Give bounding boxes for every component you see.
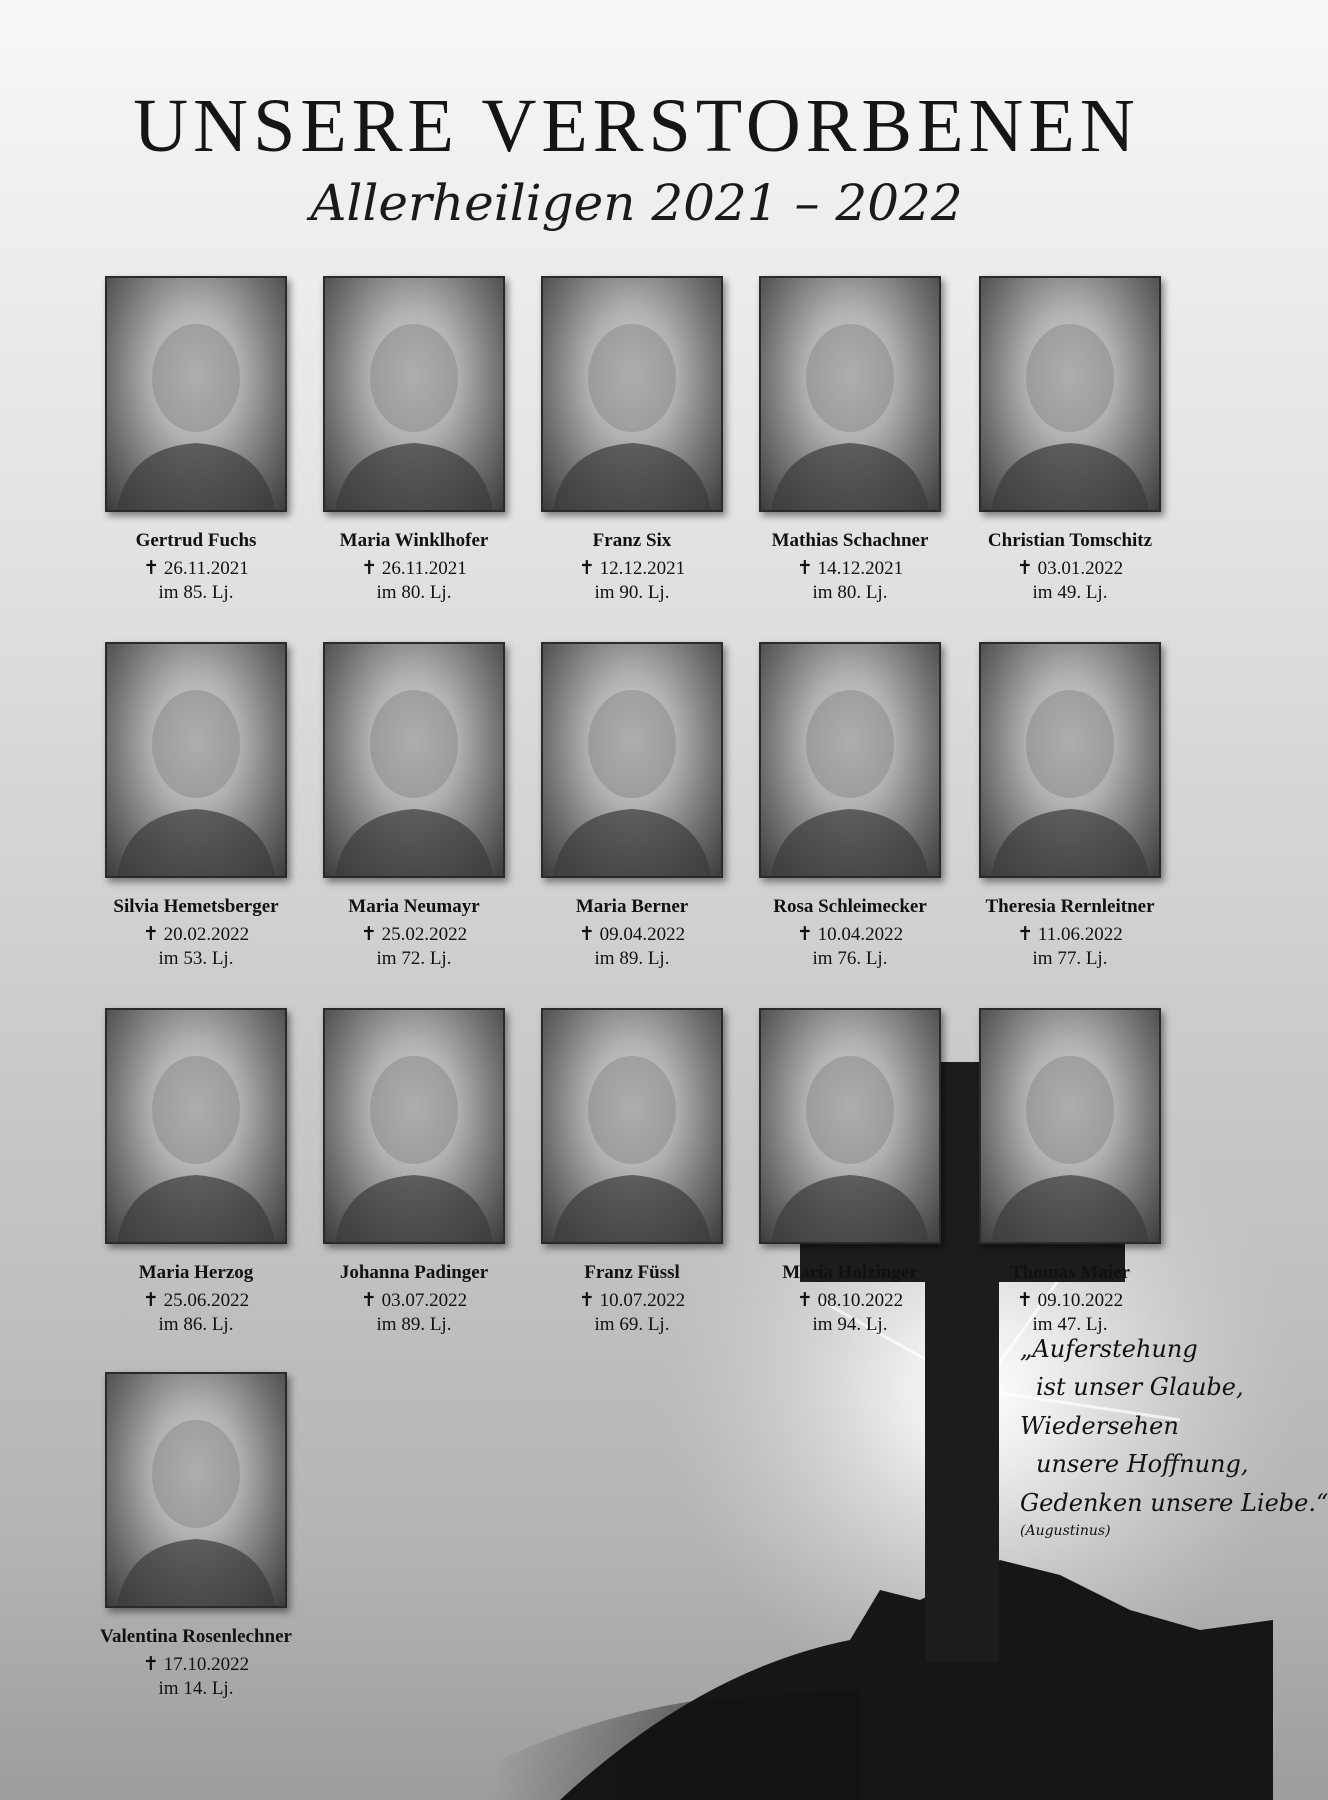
portrait-photo	[105, 1008, 287, 1244]
portrait-photo	[541, 1008, 723, 1244]
memorial-card	[86, 642, 306, 970]
portrait-photo	[541, 642, 723, 878]
memorial-card	[960, 642, 1180, 970]
memorial-card	[522, 642, 742, 970]
memorial-card	[86, 1008, 306, 1336]
memorial-card	[960, 276, 1180, 604]
death-date: ✝ 09.04.2022	[578, 923, 686, 945]
memorial-card	[304, 642, 524, 970]
memorial-card	[960, 1008, 1180, 1336]
memorial-card	[522, 276, 742, 604]
death-date: ✝ 17.10.2022	[142, 1653, 250, 1675]
age-at-death: im 76. Lj.	[812, 947, 888, 969]
memorial-card	[86, 1372, 306, 1700]
person-name: Mathias Schachner	[771, 530, 929, 551]
age-at-death: im 80. Lj.	[812, 581, 888, 603]
age-at-death: im 85. Lj.	[158, 581, 234, 603]
person-name: Silvia Hemetsberger	[113, 896, 279, 917]
portrait-photo	[105, 642, 287, 878]
person-name: Maria Holzinger	[782, 1262, 918, 1283]
death-date: ✝ 25.06.2022	[142, 1289, 250, 1311]
portrait-photo	[323, 1008, 505, 1244]
person-name: Franz Six	[592, 530, 672, 551]
portrait-photo	[105, 1372, 287, 1608]
death-date: ✝ 10.07.2022	[578, 1289, 686, 1311]
person-name: Christian Tomschitz	[987, 530, 1153, 551]
person-name: Rosa Schleimecker	[773, 896, 927, 917]
memorial-card	[740, 1008, 960, 1336]
age-at-death: im 53. Lj.	[158, 947, 234, 969]
portrait-photo	[979, 642, 1161, 878]
death-date: ✝ 11.06.2022	[1017, 923, 1123, 945]
age-at-death: im 47. Lj.	[1032, 1313, 1108, 1335]
age-at-death: im 49. Lj.	[1032, 581, 1108, 603]
quote-line: unsere Hoffnung,	[1036, 1450, 1249, 1479]
person-name: Johanna Padinger	[339, 1262, 489, 1283]
portrait-photo	[979, 1008, 1161, 1244]
quote-line: Wiedersehen	[1020, 1411, 1179, 1440]
person-name: Maria Winklhofer	[339, 530, 489, 551]
quote-line: „Auferstehung	[1020, 1335, 1198, 1363]
quote-source: (Augustinus)	[1020, 1522, 1111, 1539]
death-date: ✝ 08.10.2022	[796, 1289, 904, 1311]
person-name: Maria Berner	[575, 896, 689, 917]
memorial-card	[522, 1008, 742, 1336]
death-date: ✝ 03.01.2022	[1016, 557, 1124, 579]
death-date: ✝ 09.10.2022	[1016, 1289, 1124, 1311]
memorial-card	[304, 1008, 524, 1336]
age-at-death: im 89. Lj.	[594, 947, 670, 969]
death-date: ✝ 25.02.2022	[360, 923, 468, 945]
page-subtitle: Allerheiligen 2021 – 2022	[310, 174, 963, 232]
portrait-photo	[759, 1008, 941, 1244]
age-at-death: im 94. Lj.	[812, 1313, 888, 1335]
person-name: Maria Neumayr	[348, 896, 480, 917]
death-date: ✝ 26.11.2021	[361, 557, 467, 579]
person-name: Gertrud Fuchs	[135, 530, 257, 551]
age-at-death: im 72. Lj.	[376, 947, 452, 969]
death-date: ✝ 12.12.2021	[578, 557, 686, 579]
memorial-card	[740, 276, 960, 604]
death-date: ✝ 26.11.2021	[143, 557, 249, 579]
page-title: UNSERE VERSTORBENEN	[133, 84, 1140, 168]
quote-line: Gedenken unsere Liebe.“	[1020, 1488, 1328, 1517]
portrait-photo	[323, 642, 505, 878]
person-name: Thomas Maier	[1010, 1262, 1130, 1283]
death-date: ✝ 20.02.2022	[142, 923, 250, 945]
quote-line: ist unser Glaube,	[1036, 1373, 1244, 1402]
memorial-quote	[1020, 1330, 1328, 1542]
age-at-death: im 86. Lj.	[158, 1313, 234, 1335]
portrait-photo	[105, 276, 287, 512]
portrait-photo	[541, 276, 723, 512]
person-name: Franz Füssl	[584, 1262, 680, 1283]
memorial-card	[304, 276, 524, 604]
age-at-death: im 89. Lj.	[376, 1313, 452, 1335]
person-name: Maria Herzog	[138, 1262, 254, 1283]
memorial-card	[86, 276, 306, 604]
portrait-photo	[979, 276, 1161, 512]
age-at-death: im 77. Lj.	[1032, 947, 1108, 969]
portrait-photo	[759, 276, 941, 512]
portrait-photo	[759, 642, 941, 878]
death-date: ✝ 14.12.2021	[796, 557, 904, 579]
portrait-photo	[323, 276, 505, 512]
age-at-death: im 69. Lj.	[594, 1313, 670, 1335]
person-name: Valentina Rosenlechner	[100, 1626, 292, 1647]
death-date: ✝ 10.04.2022	[796, 923, 904, 945]
memorial-card	[740, 642, 960, 970]
person-name: Theresia Rernleitner	[985, 896, 1155, 917]
age-at-death: im 80. Lj.	[376, 581, 452, 603]
death-date: ✝ 03.07.2022	[360, 1289, 468, 1311]
age-at-death: im 90. Lj.	[594, 581, 670, 603]
age-at-death: im 14. Lj.	[158, 1677, 234, 1699]
